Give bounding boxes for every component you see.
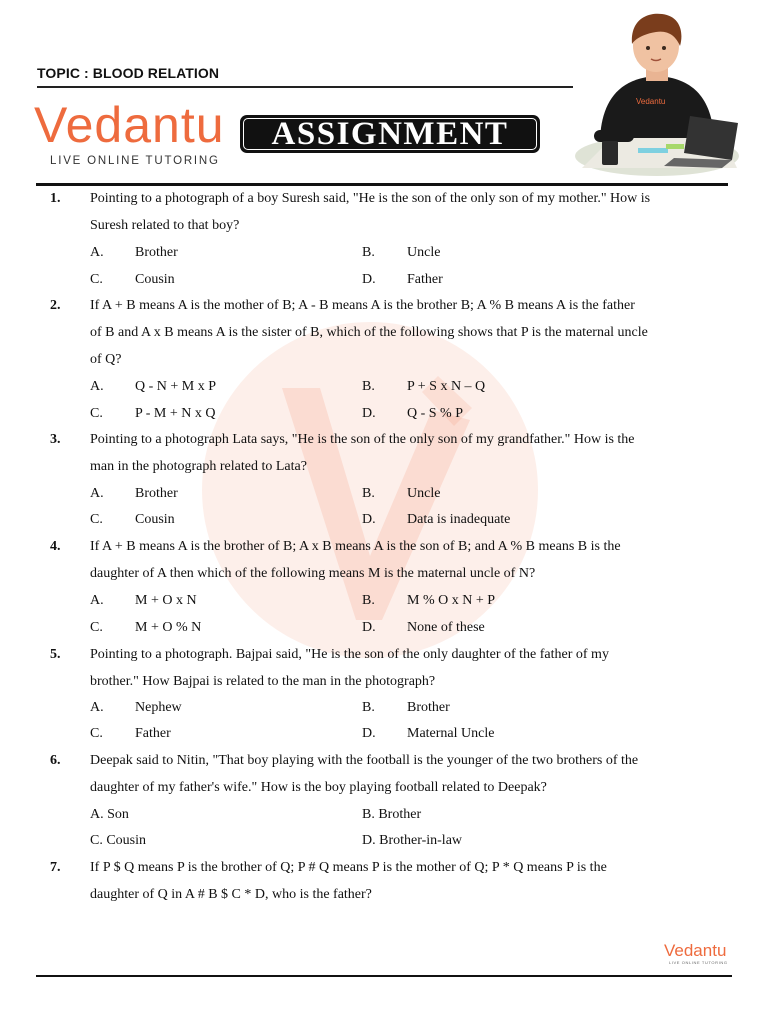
question-number: 3. xyxy=(50,432,61,447)
question-number: 5. xyxy=(50,647,61,662)
option-b-text: M % O x N + P xyxy=(407,593,496,608)
option-d-letter: D. xyxy=(362,620,376,635)
option-a-text: Q - N + M x P xyxy=(135,379,217,394)
student-at-laptop-illustration xyxy=(572,8,742,180)
option-d-text: Q - S % P xyxy=(407,406,464,421)
option-d-letter: D. xyxy=(362,406,376,421)
option-b-text: Brother xyxy=(407,700,450,715)
question-text-line: daughter of my father's wife." How is the boy playing football related to Deepak? xyxy=(90,780,547,795)
question-text-line: man in the photograph related to Lata? xyxy=(90,459,307,474)
option-b-text: Uncle xyxy=(407,245,441,260)
option-c-text: M + O % N xyxy=(135,620,202,635)
assignment-banner-label: ASSIGNMENT xyxy=(271,116,509,152)
question-text-line: daughter of A then which of the following means M is the maternal uncle of N? xyxy=(90,566,536,581)
question-text-line: If A + B means A is the brother of B; A x B means A is the son of B; and A % B means B is the xyxy=(90,539,621,554)
option-d-text: None of these xyxy=(407,620,485,635)
option-c-text: Cousin xyxy=(135,512,175,527)
question-number: 1. xyxy=(50,191,61,206)
option-a-text: Brother xyxy=(135,245,178,260)
option-a-text: Nephew xyxy=(135,700,182,715)
option-d-text: Maternal Uncle xyxy=(407,726,495,741)
question-text-line: brother." How Bajpai is related to the man in the photograph? xyxy=(90,674,436,689)
question-text-line: of B and A x B means A is the sister of B, which of the following shows that P is the maternal uncle xyxy=(90,325,648,340)
option-c-letter: C. xyxy=(90,272,103,287)
brand-tagline: LIVE ONLINE TUTORING xyxy=(50,155,220,167)
question-number: 6. xyxy=(50,753,61,768)
option-b-text: P + S x N – Q xyxy=(407,379,486,394)
option-c-text: Father xyxy=(135,726,171,741)
option-a-letter: A. xyxy=(90,245,104,260)
option-b-letter: B. xyxy=(362,379,375,394)
question-text-line: If A + B means A is the mother of B; A - B means A is the brother B; A % B means A is the father xyxy=(90,298,635,313)
footer-brand-tagline: LIVE ONLINE TUTORING xyxy=(669,960,728,965)
brand-wordmark: Vedantu xyxy=(34,97,225,153)
topic-underline xyxy=(37,86,573,88)
question-text-line: Pointing to a photograph Lata says, "He is the son of the only son of my grandfather." How is the xyxy=(90,432,635,447)
option-a-text: Brother xyxy=(135,486,178,501)
option-d: D. Brother-in-law xyxy=(362,833,463,848)
option-c-letter: C. xyxy=(90,726,103,741)
option-d-letter: D. xyxy=(362,272,376,287)
question-text-line: Pointing to a photograph. Bajpai said, "He is the son of the only daughter of the father of my xyxy=(90,647,609,662)
option-b-letter: B. xyxy=(362,245,375,260)
option-a-letter: A. xyxy=(90,486,104,501)
footer-divider xyxy=(36,975,732,977)
option-a-letter: A. xyxy=(90,379,104,394)
option-c-text: Cousin xyxy=(135,272,175,287)
vedantu-logo xyxy=(34,96,224,174)
option-c-letter: C. xyxy=(90,512,103,527)
option-c-text: P - M + N x Q xyxy=(135,406,216,421)
question-text-line: daughter of Q in A # B $ C * D, who is the father? xyxy=(90,887,372,902)
option-c-letter: C. xyxy=(90,406,103,421)
option-b: B. Brother xyxy=(362,807,422,822)
question-text-line: If P $ Q means P is the brother of Q; P # Q means P is the mother of Q; P * Q means P is the xyxy=(90,860,607,875)
option-b-letter: B. xyxy=(362,486,375,501)
option-d-text: Father xyxy=(407,272,443,287)
option-c: C. Cousin xyxy=(90,833,147,848)
option-b-text: Uncle xyxy=(407,486,441,501)
option-d-text: Data is inadequate xyxy=(407,512,511,527)
question-number: 2. xyxy=(50,298,61,313)
question-text-line: Suresh related to that boy? xyxy=(90,218,240,233)
topic-heading: TOPIC : BLOOD RELATION xyxy=(37,65,220,81)
option-c-letter: C. xyxy=(90,620,103,635)
question-text-line: of Q? xyxy=(90,352,122,367)
option-a-letter: A. xyxy=(90,593,104,608)
question-text-line: Deepak said to Nitin, "That boy playing with the football is the younger of the two brothers of the xyxy=(90,753,639,768)
svg-text:Vedantu: Vedantu xyxy=(636,97,666,106)
assignment-banner-frame xyxy=(243,118,537,150)
option-a: A. Son xyxy=(90,807,129,822)
footer-brand-wordmark: Vedantu xyxy=(664,941,727,960)
option-d-letter: D. xyxy=(362,512,376,527)
option-a-text: M + O x N xyxy=(135,593,197,608)
question-number: 4. xyxy=(50,539,61,554)
option-b-letter: B. xyxy=(362,593,375,608)
assignment-banner xyxy=(240,115,540,153)
question-text-line: Pointing to a photograph of a boy Suresh said, "He is the son of the only son of my mother." How is xyxy=(90,191,651,206)
option-d-letter: D. xyxy=(362,726,376,741)
footer-vedantu-logo xyxy=(664,941,734,965)
option-b-letter: B. xyxy=(362,700,375,715)
option-a-letter: A. xyxy=(90,700,104,715)
question-number: 7. xyxy=(50,860,61,875)
